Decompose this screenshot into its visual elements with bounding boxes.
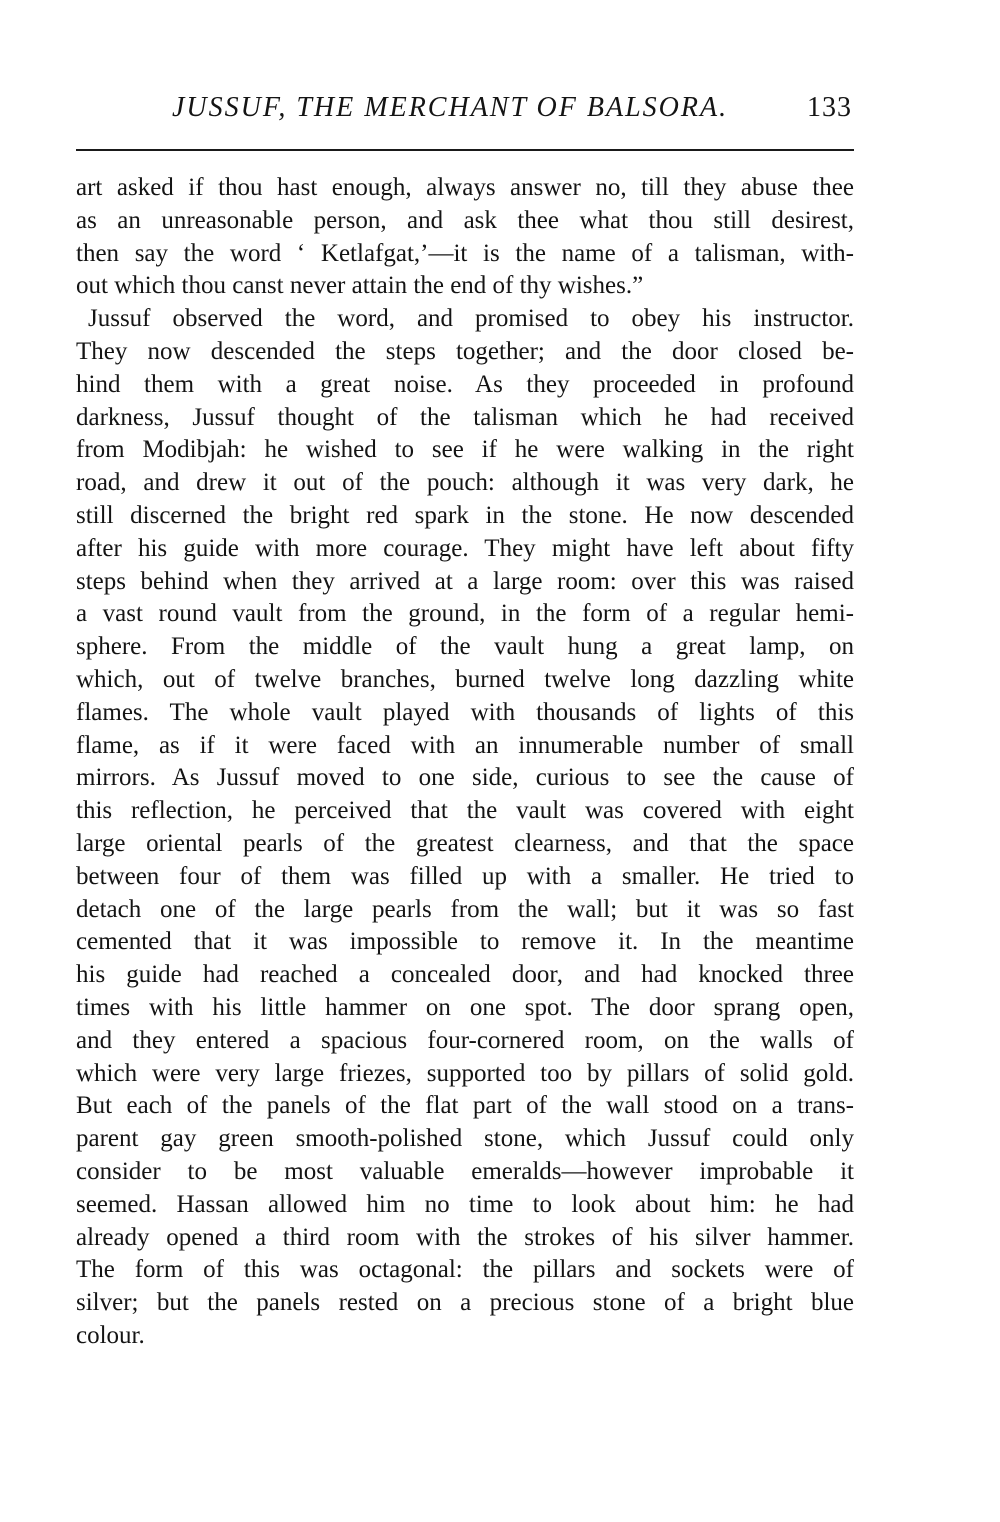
body-text (76, 172, 854, 1353)
text-line: road, and drew it out of the pouch: although it was very dark, he (76, 469, 854, 497)
text-line: silver; but the panels rested on a precious stone of a bright blue (76, 1289, 854, 1317)
text-line: mirrors. As Jussuf moved to one side, curious to see the cause of (76, 764, 854, 792)
text-line: parent gay green smooth-polished stone, which Jussuf could only (76, 1125, 854, 1153)
text-line: The form of this was octagonal: the pillars and sockets were of (76, 1256, 854, 1284)
text-line: out which thou canst never attain the end of thy wishes.” (76, 272, 644, 300)
text-line: which were very large friezes, supported too by pillars of solid gold. (76, 1059, 854, 1087)
text-line: between four of them was filled up with a smaller. He tried to (76, 862, 854, 890)
text-line: flames. The whole vault played with thousands of lights of this (76, 698, 854, 726)
text-line: consider to be most valuable emeralds—however improbable it (76, 1157, 854, 1185)
text-line: detach one of the large pearls from the wall; but it was so fast (76, 895, 854, 923)
text-line: colour. (76, 1321, 145, 1349)
text-line: art asked if thou hast enough, always answer no, till they abuse thee (76, 174, 854, 201)
text-line: and they entered a spacious four-cornered room, on the walls of (76, 1026, 854, 1054)
page-number: 133 (807, 92, 852, 123)
text-line: large oriental pearls of the greatest clearness, and that the space (76, 829, 854, 857)
text-line: But each of the panels of the flat part of the wall stood on a trans- (76, 1092, 854, 1120)
paragraph-first-line: Jussuf observed the word, and promised to obey his instructor. (88, 305, 854, 333)
text-line: then say the word ‘ Ketlafgat,’—it is the name of a talisman, with- (76, 239, 854, 267)
text-line: as an unreasonable person, and ask thee what thou still desirest, (76, 206, 854, 234)
text-line: sphere. From the middle of the vault hung a great lamp, on (76, 633, 854, 661)
text-line: hind them with a great noise. As they proceeded in profound (76, 370, 854, 398)
text-line: still discerned the bright red spark in the stone. He now descended (76, 501, 854, 529)
page-header (76, 92, 854, 136)
header-rule (76, 149, 854, 151)
text-line: times with his little hammer on one spot. The door sprang open, (76, 993, 854, 1021)
running-title: JUSSUF, THE MERCHANT OF BALSORA. (172, 92, 729, 123)
text-line: already opened a third room with the strokes of his silver hammer. (76, 1223, 854, 1251)
text-line: a vast round vault from the ground, in the form of a regular hemi- (76, 600, 854, 628)
text-line: his guide had reached a concealed door, and had knocked three (76, 961, 854, 989)
text-line: seemed. Hassan allowed him no time to look about him: he had (76, 1190, 854, 1218)
text-line: steps behind when they arrived at a large room: over this was raised (76, 567, 854, 595)
text-line: after his guide with more courage. They might have left about fifty (76, 534, 854, 562)
text-line: this reflection, he perceived that the vault was covered with eight (76, 797, 854, 825)
text-line: which, out of twelve branches, burned twelve long dazzling white (76, 665, 854, 693)
text-line: from Modibjah: he wished to see if he were walking in the right (76, 436, 854, 464)
text-line: They now descended the steps together; and the door closed be- (76, 337, 854, 365)
text-line: darkness, Jussuf thought of the talisman which he had received (76, 403, 854, 431)
text-line: cemented that it was impossible to remove it. In the meantime (76, 928, 854, 956)
text-line: flame, as if it were faced with an innumerable number of small (76, 731, 854, 759)
